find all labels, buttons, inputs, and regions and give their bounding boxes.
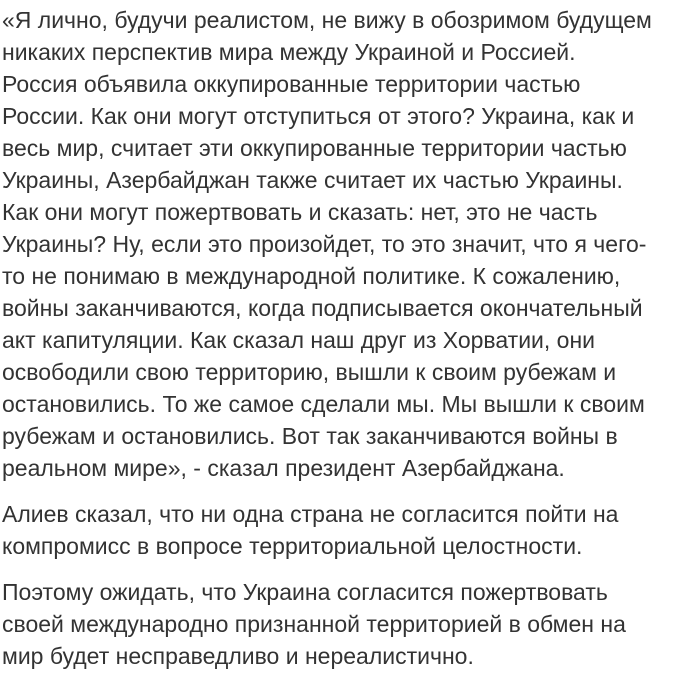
paragraph: [2, 576, 680, 672]
text-line: компромисс в вопросе территориальной целостности.: [2, 533, 583, 559]
text-line: Украины, Азербайджан также считает их частью Украины.: [2, 167, 623, 193]
text-line: своей международно признанной территорией в обмен на: [2, 611, 626, 637]
text-line: реальном мире», - сказал президент Азербайджана.: [2, 455, 565, 481]
paragraph: [2, 498, 680, 562]
text-line: Алиев сказал, что ни одна страна не согласится пойти на: [2, 501, 619, 527]
text-line: войны заканчиваются, когда подписывается окончательный: [2, 295, 643, 321]
text-line: акт капитуляции. Как сказал наш друг из Хорватии, они: [2, 327, 596, 353]
text-line: рубежам и остановились. Вот так заканчиваются войны в: [2, 423, 618, 449]
text-line: мир будет несправедливо и нереалистично.: [2, 643, 474, 669]
text-line: никаких перспектив мира между Украиной и Россией.: [2, 39, 576, 65]
text-line: «Я лично, будучи реалистом, не вижу в обозримом будущем: [2, 7, 652, 33]
text-line: Как они могут пожертвовать и сказать: нет, это не часть: [2, 199, 598, 225]
paragraph: [2, 4, 680, 484]
text-line: освободили свою территорию, вышли к своим рубежам и: [2, 359, 617, 385]
text-line: России. Как они могут отступиться от этого? Украина, как и: [2, 103, 635, 129]
text-line: то не понимаю в международной политике. К сожалению,: [2, 263, 621, 289]
text-line: весь мир, считает эти оккупированные территории частью: [2, 135, 627, 161]
article-paragraphs: [2, 4, 680, 672]
text-line: Украины? Ну, если это произойдет, то это значит, что я чего-: [2, 231, 647, 257]
text-line: остановились. То же самое сделали мы. Мы вышли к своим: [2, 391, 645, 417]
text-line: Поэтому ожидать, что Украина согласится пожертвовать: [2, 579, 608, 605]
text-line: Россия объявила оккупированные территории частью: [2, 71, 581, 97]
